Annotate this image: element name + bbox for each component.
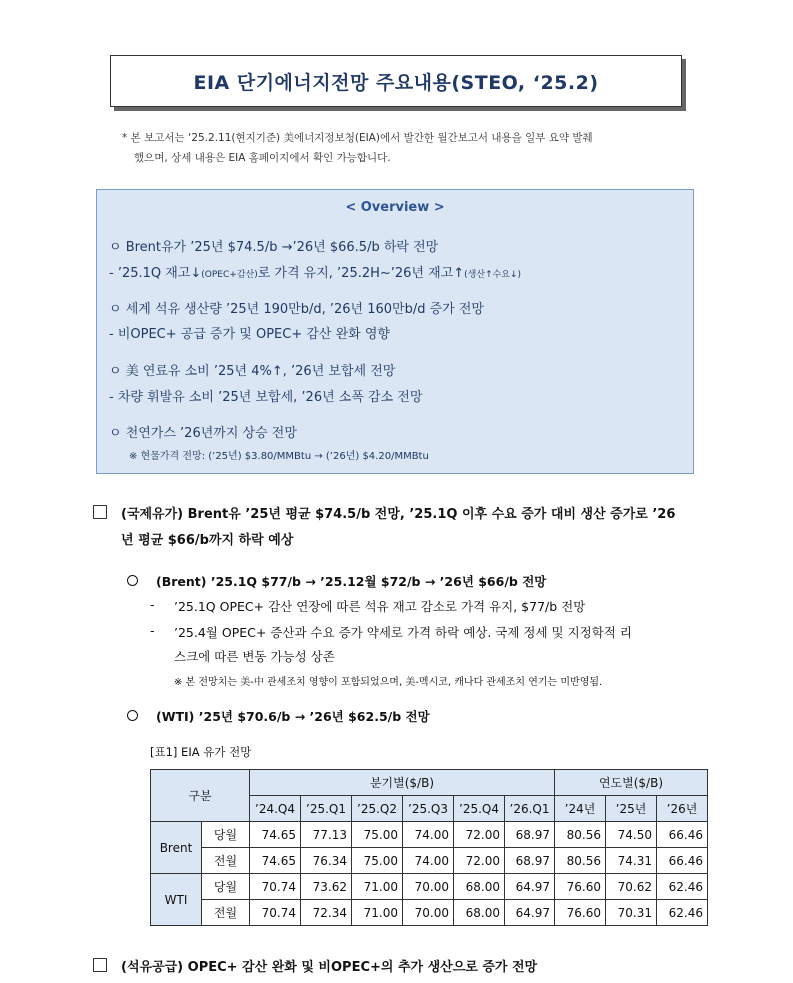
group-label: Brent [151, 822, 202, 874]
table-cell: 74.65 [250, 848, 301, 874]
overview-brent-detail-d: (생산↑수요↓) [464, 270, 522, 280]
page-title: EIA 단기에너지전망 주요내용(STEO, ‘25.2) [193, 71, 599, 94]
table-cell: 72.34 [301, 900, 352, 926]
overview-brent-detail-c: 로 가격 유지, ’25.2H~’26년 재고↑ [257, 266, 465, 281]
table-cell: 70.74 [250, 900, 301, 926]
title-box [110, 55, 682, 107]
circle-bullet-icon [127, 575, 138, 586]
row-label: 전월 [202, 900, 250, 926]
brent-point-2-line-1: ’25.4월 OPEC+ 증산과 수요 증가 약세로 가격 하락 예상. 국제 정세 및 지정학적 리 [174, 625, 632, 640]
overview-brent-detail [109, 262, 521, 281]
table-cell: 74.00 [403, 822, 454, 848]
overview-gas-note: ※ 현물가격 전망: (’25년) $3.80/MMBtu → (’26년) $4.20/MMBtu [129, 451, 429, 462]
row-label: 전월 [202, 848, 250, 874]
header-quarter: ’25.Q4 [454, 796, 505, 822]
header-year: ’25년 [606, 796, 657, 822]
brent-point-1: ’25.1Q OPEC+ 감산 연장에 따른 석유 재고 감소로 가격 유지, $77/b 전망 [174, 599, 586, 614]
overview-production-detail: - 비OPEC+ 공급 증가 및 OPEC+ 감산 완화 영향 [109, 327, 390, 342]
table-cell: 74.65 [250, 822, 301, 848]
table-cell: 74.00 [403, 848, 454, 874]
wti-heading-text: (WTI) ’25년 $70.6/b → ’26년 $62.5/b 전망 [156, 709, 430, 724]
table-cell: 64.97 [505, 900, 555, 926]
brent-point-2-line-2: 스크에 따른 변동 가능성 상존 [174, 649, 335, 664]
table-cell: 62.46 [657, 874, 708, 900]
table-cell: 68.00 [454, 900, 505, 926]
table-cell: 72.00 [454, 848, 505, 874]
overview-gas: ㅇ 천연가스 ’26년까지 상승 전망 [109, 426, 297, 441]
overview-consumption-detail: - 차량 휘발유 소비 ’25년 보합세, ’26년 소폭 감소 전망 [109, 390, 423, 405]
dash-marker: - [150, 597, 155, 612]
table-cell: 76.34 [301, 848, 352, 874]
section-oil-price [93, 502, 675, 554]
header-quarter: ’25.Q2 [352, 796, 403, 822]
table-row [151, 900, 708, 926]
source-note-line-1: * 본 보고서는 ‘25.2.11(현지기준) 美에너지정보청(EIA)에서 발간한 월간보고서 내용을 일부 요약 발췌 [122, 132, 593, 144]
table-row [151, 874, 708, 900]
brent-heading [127, 572, 546, 590]
source-note [122, 128, 692, 168]
wti-heading [127, 707, 430, 725]
table-cell: 70.74 [250, 874, 301, 900]
header-year: ’26년 [657, 796, 708, 822]
header-quarter: ’26.Q1 [505, 796, 555, 822]
table-cell: 74.31 [606, 848, 657, 874]
section-oil-price-line-2: 년 평균 $66/b까지 하락 예상 [121, 533, 294, 548]
source-note-line-2: 했으며, 상세 내용은 EIA 홈페이지에서 확인 가능합니다. [134, 152, 391, 164]
table-row [151, 822, 708, 848]
table-cell: 71.00 [352, 900, 403, 926]
overview-brent-detail-b: (OPEC+감산) [201, 270, 258, 280]
table-cell: 66.46 [657, 822, 708, 848]
header-quarter: ’24.Q4 [250, 796, 301, 822]
row-label: 당월 [202, 874, 250, 900]
table-cell: 70.62 [606, 874, 657, 900]
row-label: 당월 [202, 822, 250, 848]
table-cell: 66.46 [657, 848, 708, 874]
table-caption: [표1] EIA 유가 전망 [150, 745, 252, 759]
section-oil-price-line-1: (국제유가) Brent유 ’25년 평균 $74.5/b 전망, ’25.1Q 이후 수요 증가 대비 생산 증가로 ’26 [121, 507, 676, 522]
table-cell: 72.00 [454, 822, 505, 848]
table-cell: 70.00 [403, 874, 454, 900]
table-cell: 70.31 [606, 900, 657, 926]
group-label: WTI [151, 874, 202, 926]
header-quarterly: 분기별($/B) [250, 770, 555, 796]
table-cell: 68.00 [454, 874, 505, 900]
table-cell: 74.50 [606, 822, 657, 848]
brent-heading-text: (Brent) ’25.1Q $77/b → ’25.12월 $72/b → ’26년 $66/b 전망 [156, 574, 547, 589]
overview-consumption: ㅇ 美 연료유 소비 ’25년 4%↑, ’26년 보합세 전망 [109, 364, 396, 379]
table-cell: 75.00 [352, 848, 403, 874]
table-cell: 76.60 [555, 874, 606, 900]
overview-box [96, 189, 694, 474]
table-cell: 80.56 [555, 848, 606, 874]
table-cell: 70.00 [403, 900, 454, 926]
table-cell: 77.13 [301, 822, 352, 848]
overview-brent-detail-a: - ’25.1Q 재고↓ [109, 266, 202, 281]
section-oil-supply-line-1: (석유공급) OPEC+ 감산 완화 및 비OPEC+의 추가 생산으로 증가 전망 [121, 960, 538, 975]
table-cell: 68.97 [505, 848, 555, 874]
header-year: ’24년 [555, 796, 606, 822]
header-quarter: ’25.Q1 [301, 796, 352, 822]
table-cell: 76.60 [555, 900, 606, 926]
circle-bullet-icon [127, 710, 138, 721]
table-cell: 68.97 [505, 822, 555, 848]
header-category: 구분 [151, 770, 250, 822]
checkbox-icon [93, 958, 107, 972]
checkbox-icon [93, 505, 107, 519]
oil-price-table [150, 769, 708, 926]
table-cell: 64.97 [505, 874, 555, 900]
table-cell: 62.46 [657, 900, 708, 926]
table-cell: 73.62 [301, 874, 352, 900]
table-cell: 71.00 [352, 874, 403, 900]
table-cell: 80.56 [555, 822, 606, 848]
header-annual: 연도별($/B) [555, 770, 708, 796]
table-cell: 75.00 [352, 822, 403, 848]
overview-brent: ㅇ Brent유가 ’25년 $74.5/b →’26년 $66.5/b 하락 전망 [109, 240, 439, 255]
overview-heading: < Overview > [345, 200, 445, 215]
tariff-note: ※ 본 전망치는 美-中 관세조치 영향이 포함되었으며, 美-멕시코, 캐나다 관세조치 연기는 미반영됨. [174, 677, 603, 688]
table-row [151, 848, 708, 874]
dash-marker: - [150, 623, 155, 638]
header-quarter: ’25.Q3 [403, 796, 454, 822]
section-oil-supply [93, 955, 537, 981]
overview-production: ㅇ 세계 석유 생산량 ’25년 190만b/d, ’26년 160만b/d 증가 전망 [109, 302, 484, 317]
